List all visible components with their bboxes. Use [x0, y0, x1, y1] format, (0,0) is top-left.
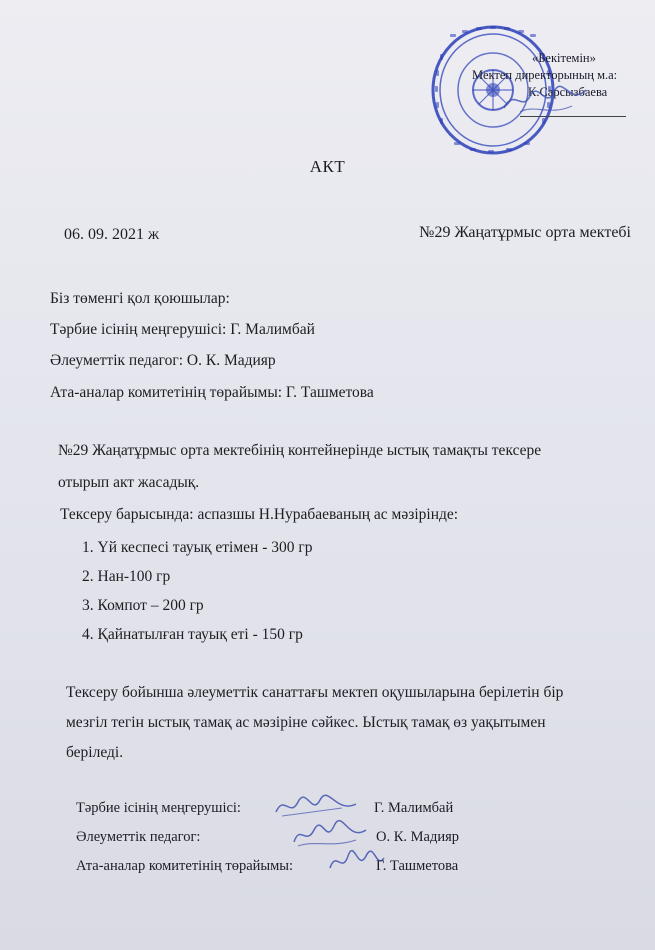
signature-name: О. К. Мадияр [376, 829, 460, 845]
paragraph-line: Тексеру барысында: аспазшы Н.Нурабаеваның ас мәзірінде: [60, 506, 459, 523]
signature-name: Г. Малимбай [374, 800, 454, 816]
paragraph-line: №29 Жаңатұрмыс орта мектебінің контейнерінде ыстық тамақты тексере [58, 442, 542, 459]
conclusion-line: беріледі. [66, 744, 124, 761]
signer-line: Ата-аналар комитетінің төрайымы: Г. Ташметова [50, 384, 374, 401]
approval-position: Мектеп директорының м.а: [472, 68, 618, 82]
menu-item: 1. Үй кеспесі тауық етімен - 300 гр [82, 539, 313, 556]
signature-role: Ата-аналар комитетінің төрайымы: [76, 858, 294, 874]
menu-item: 3. Компот – 200 гр [82, 597, 204, 614]
signature-role: Әлеуметтік педагог: [76, 829, 201, 845]
director-signature-icon [500, 82, 590, 118]
menu-list [82, 533, 313, 649]
approval-signature-line [520, 116, 626, 117]
conclusion-line: мезгіл тегін ыстық тамақ ас мәзіріне сәйкес. Ыстық тамақ өз уақытымен [66, 714, 546, 731]
paragraph-line: отырып акт жасадық. [58, 474, 200, 491]
signature-name: Г. Ташметова [376, 858, 459, 874]
signer-line: Әлеуметтік педагог: О. К. Мадияр [50, 352, 276, 369]
signers-intro: Біз төменгі қол қоюшылар: [50, 290, 230, 307]
approval-label: «Бекітемін» [532, 51, 596, 65]
signature-role: Тәрбие ісінің меңгерушісі: [76, 800, 241, 816]
signer-line: Тәрбие ісінің меңгерушісі: Г. Малимбай [50, 321, 315, 338]
document-date: 06. 09. 2021 ж [64, 226, 160, 243]
menu-item: 4. Қайнатылған тауық еті - 150 гр [82, 626, 303, 643]
conclusion-line: Тексеру бойынша әлеуметтік санаттағы мектеп оқушыларына берілетін бір [66, 684, 564, 701]
approval-name: К.Сарсызбаева [528, 85, 608, 99]
menu-item: 2. Нан-100 гр [82, 568, 171, 585]
document-title: АКТ [309, 157, 346, 176]
school-name: №29 Жаңатұрмыс орта мектебі [419, 224, 631, 241]
